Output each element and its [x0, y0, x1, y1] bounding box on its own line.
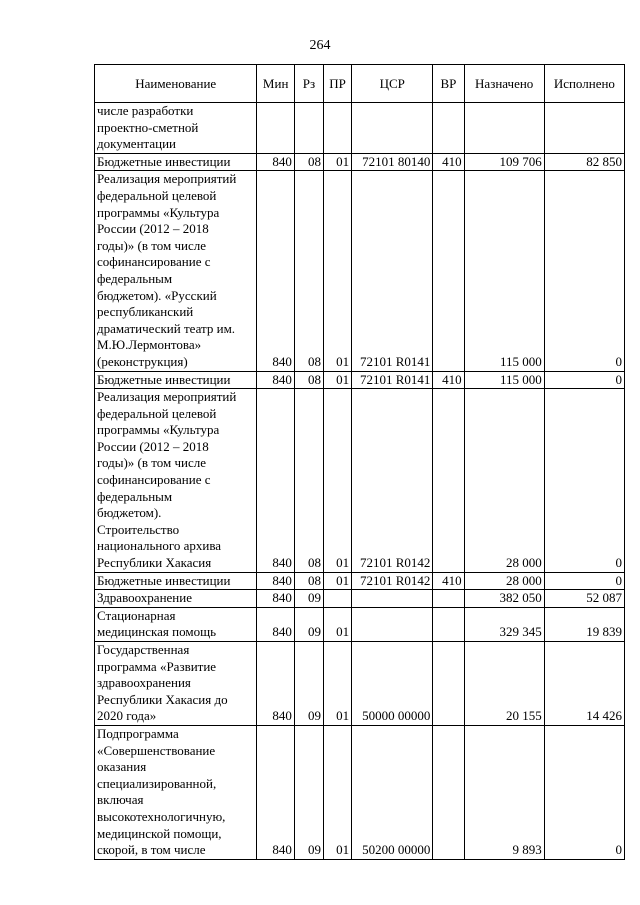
cell-assigned: 382 050 [464, 590, 544, 608]
cell-pr [324, 103, 352, 154]
cell-pr: 01 [324, 171, 352, 371]
header-min: Мин [257, 65, 294, 103]
cell-min: 840 [257, 607, 294, 641]
table-row [95, 371, 625, 389]
header-assigned: Назначено [464, 65, 544, 103]
cell-rz: 09 [294, 607, 323, 641]
cell-pr: 01 [324, 642, 352, 726]
cell-executed: 0 [544, 389, 624, 573]
page-number: 264 [309, 38, 331, 53]
table-body [95, 103, 625, 860]
table-row [95, 572, 625, 590]
cell-pr: 01 [324, 607, 352, 641]
cell-pr: 01 [324, 725, 352, 859]
cell-min: 840 [257, 371, 294, 389]
table-row [95, 590, 625, 608]
table-row [95, 171, 625, 371]
cell-pr: 01 [324, 572, 352, 590]
cell-csr [352, 607, 433, 641]
cell-csr: 50200 00000 [352, 725, 433, 859]
cell-vr [433, 607, 464, 641]
cell-name: Здравоохранение [95, 590, 257, 608]
cell-assigned: 9 893 [464, 725, 544, 859]
cell-assigned: 20 155 [464, 642, 544, 726]
cell-min [257, 103, 294, 154]
cell-name: Реализация мероприятий федеральной целевой программы «Культура России (2012 – 2018 годы)» (в том числе софинансирование с федеральным бюджетом). «Русский республиканский драматический театр им. М.Ю.Лермонтова» (реконструкция) [95, 171, 257, 371]
cell-csr: 72101 R0141 [352, 371, 433, 389]
table-row [95, 153, 625, 171]
cell-executed: 19 839 [544, 607, 624, 641]
cell-name: Бюджетные инвестиции [95, 153, 257, 171]
cell-rz [294, 103, 323, 154]
cell-name: числе разработки проектно-сметной документации [95, 103, 257, 154]
cell-rz: 08 [294, 389, 323, 573]
cell-vr [433, 103, 464, 154]
cell-assigned: 28 000 [464, 572, 544, 590]
cell-csr: 72101 R0141 [352, 171, 433, 371]
cell-name: Стационарная медицинская помощь [95, 607, 257, 641]
header-pr: ПР [324, 65, 352, 103]
cell-rz: 08 [294, 371, 323, 389]
cell-name: Бюджетные инвестиции [95, 371, 257, 389]
cell-vr [433, 171, 464, 371]
table-row [95, 103, 625, 154]
table-row [95, 642, 625, 726]
cell-name: Реализация мероприятий федеральной целевой программы «Культура России (2012 – 2018 годы)» (в том числе софинансирование с федеральным бюджетом). Строительство национального архива Республики Хакасия [95, 389, 257, 573]
cell-rz: 09 [294, 590, 323, 608]
cell-pr [324, 590, 352, 608]
cell-vr: 410 [433, 572, 464, 590]
cell-csr: 72101 R0142 [352, 572, 433, 590]
table-row [95, 607, 625, 641]
cell-min: 840 [257, 389, 294, 573]
table-row [95, 725, 625, 859]
cell-vr [433, 590, 464, 608]
cell-executed [544, 103, 624, 154]
cell-pr: 01 [324, 153, 352, 171]
cell-min: 840 [257, 572, 294, 590]
cell-csr: 72101 R0142 [352, 389, 433, 573]
cell-min: 840 [257, 153, 294, 171]
cell-min: 840 [257, 171, 294, 371]
cell-assigned [464, 103, 544, 154]
cell-csr: 50000 00000 [352, 642, 433, 726]
cell-name: Государственная программа «Развитие здравоохранения Республики Хакасия до 2020 года» [95, 642, 257, 726]
cell-pr: 01 [324, 389, 352, 573]
cell-assigned: 115 000 [464, 371, 544, 389]
cell-assigned: 329 345 [464, 607, 544, 641]
header-executed: Исполнено [544, 65, 624, 103]
cell-vr [433, 389, 464, 573]
cell-assigned: 109 706 [464, 153, 544, 171]
header-vr: ВР [433, 65, 464, 103]
cell-vr: 410 [433, 153, 464, 171]
cell-rz: 09 [294, 642, 323, 726]
cell-executed: 0 [544, 371, 624, 389]
cell-vr: 410 [433, 371, 464, 389]
cell-min: 840 [257, 590, 294, 608]
cell-name: Бюджетные инвестиции [95, 572, 257, 590]
cell-executed: 0 [544, 572, 624, 590]
cell-csr: 72101 80140 [352, 153, 433, 171]
cell-executed: 14 426 [544, 642, 624, 726]
cell-executed: 82 850 [544, 153, 624, 171]
header-csr: ЦСР [352, 65, 433, 103]
cell-rz: 08 [294, 153, 323, 171]
budget-table [94, 64, 625, 860]
header-name: Наименование [95, 65, 257, 103]
cell-min: 840 [257, 642, 294, 726]
cell-pr: 01 [324, 371, 352, 389]
cell-vr [433, 725, 464, 859]
cell-executed: 52 087 [544, 590, 624, 608]
cell-assigned: 115 000 [464, 171, 544, 371]
cell-executed: 0 [544, 725, 624, 859]
header-rz: Рз [294, 65, 323, 103]
table-row [95, 389, 625, 573]
cell-name: Подпрограмма «Совершенствование оказания специализированной, включая высокотехнологичную, медицинской помощи, скорой, в том числе [95, 725, 257, 859]
cell-rz: 08 [294, 572, 323, 590]
cell-rz: 09 [294, 725, 323, 859]
cell-rz: 08 [294, 171, 323, 371]
cell-min: 840 [257, 725, 294, 859]
table-header-row [95, 65, 625, 103]
cell-vr [433, 642, 464, 726]
cell-assigned: 28 000 [464, 389, 544, 573]
cell-executed: 0 [544, 171, 624, 371]
cell-csr [352, 103, 433, 154]
cell-csr [352, 590, 433, 608]
